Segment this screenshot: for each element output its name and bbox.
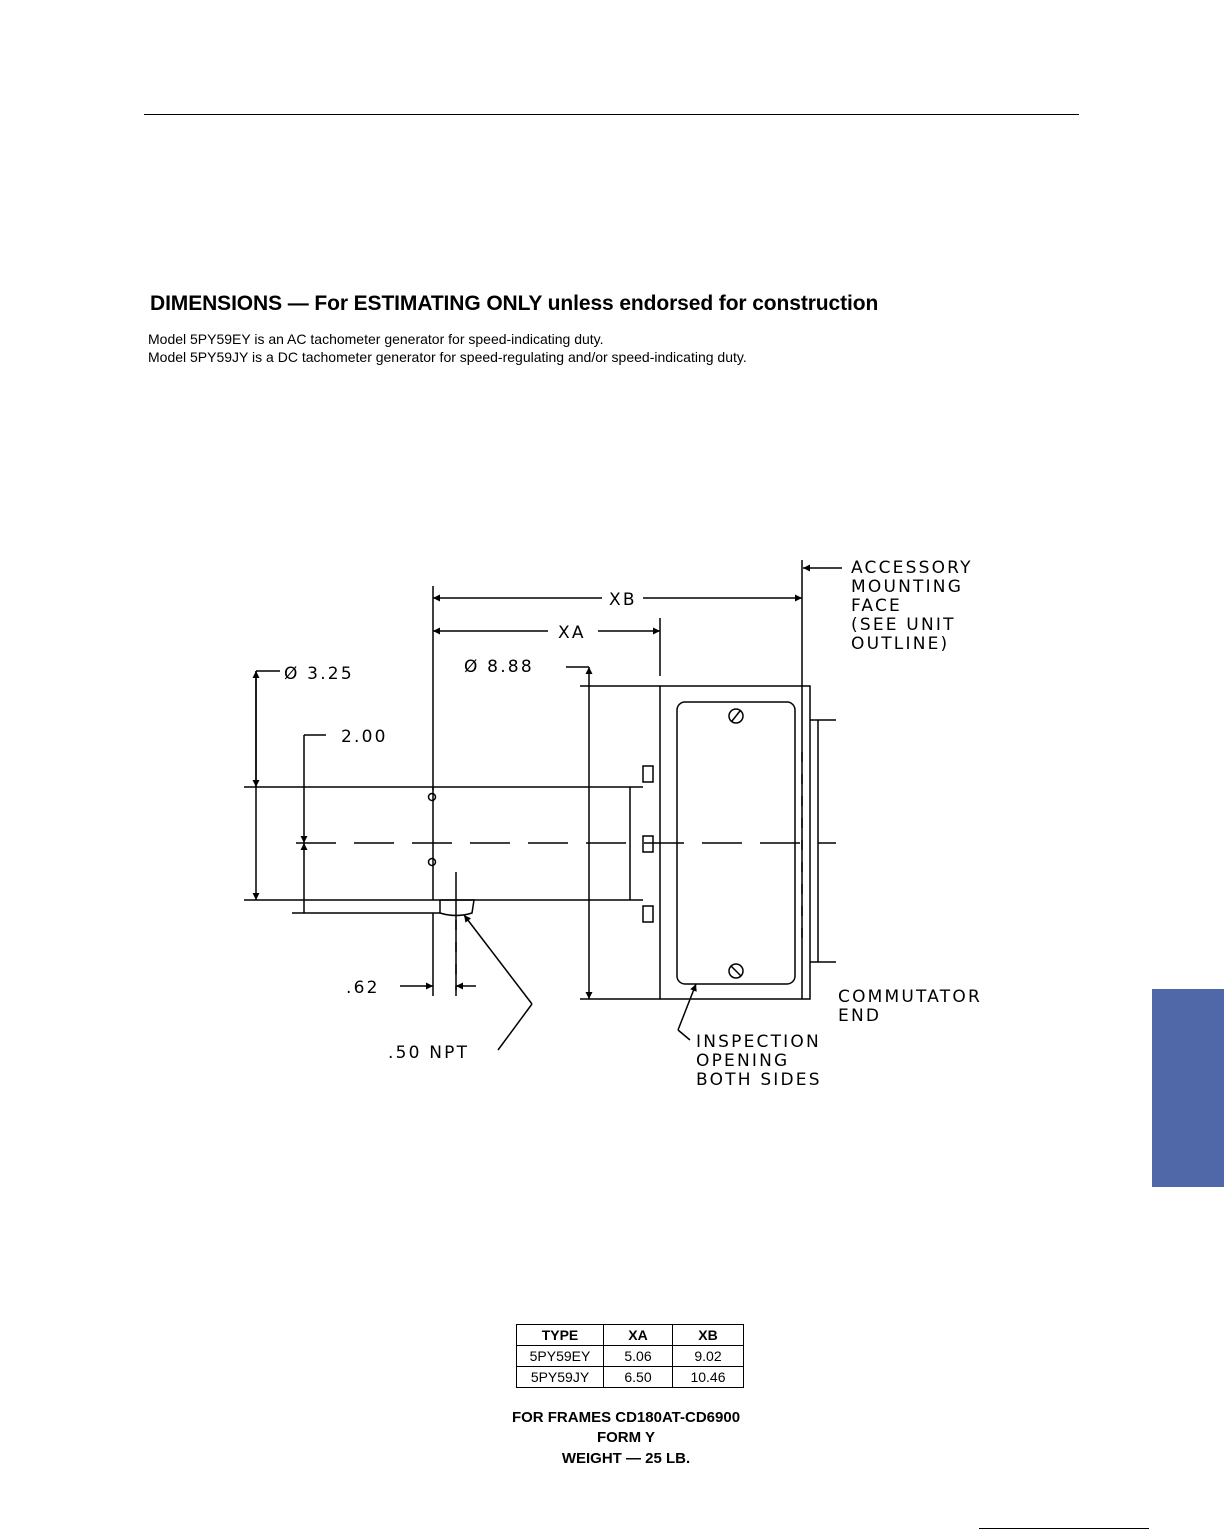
label-062: .62 bbox=[346, 978, 380, 998]
table-row bbox=[517, 1367, 744, 1388]
table-cell: 6.50 bbox=[604, 1367, 673, 1388]
footer-weight: WEIGHT — 25 LB. bbox=[561, 1450, 691, 1467]
footer-form: FORM Y bbox=[596, 1429, 656, 1446]
table-header-row bbox=[517, 1325, 744, 1346]
dimension-table bbox=[516, 1324, 744, 1388]
label-inspection-2: OPENING bbox=[696, 1051, 790, 1071]
label-xa: XA bbox=[558, 623, 586, 643]
label-inspection-1: INSPECTION bbox=[696, 1032, 821, 1052]
label-accessory-3: FACE bbox=[851, 596, 902, 616]
label-inspection-3: BOTH SIDES bbox=[696, 1070, 822, 1090]
table-header: TYPE bbox=[517, 1325, 604, 1346]
table-cell: 5PY59JY bbox=[517, 1367, 604, 1388]
table-row bbox=[517, 1346, 744, 1367]
page-heading: DIMENSIONS — For ESTIMATING ONLY unless endorsed for construction bbox=[150, 292, 879, 315]
section-tab bbox=[1152, 989, 1224, 1187]
label-xb: XB bbox=[609, 590, 637, 610]
label-accessory-5: OUTLINE) bbox=[851, 634, 950, 654]
label-dia-888: Ø 8.88 bbox=[464, 657, 534, 677]
label-npt: .50 NPT bbox=[388, 1043, 470, 1063]
table-header: XA bbox=[604, 1325, 673, 1346]
footer-frames: FOR FRAMES CD180AT-CD6900 bbox=[511, 1409, 741, 1426]
table-cell: 5PY59EY bbox=[517, 1346, 604, 1367]
dimension-drawing bbox=[0, 540, 1224, 1100]
bottom-rule bbox=[979, 1528, 1149, 1529]
label-dia-325: Ø 3.25 bbox=[284, 664, 354, 684]
description-dc-model: Model 5PY59JY is a DC tachometer generator for speed-regulating and/or speed-indicating duty. bbox=[148, 349, 747, 365]
top-rule bbox=[144, 114, 1079, 115]
label-accessory-4: (SEE UNIT bbox=[851, 615, 956, 635]
description-ac-model: Model 5PY59EY is an AC tachometer generator for speed-indicating duty. bbox=[148, 331, 604, 347]
table-cell: 10.46 bbox=[673, 1367, 744, 1388]
table-cell: 5.06 bbox=[604, 1346, 673, 1367]
table-header: XB bbox=[673, 1325, 744, 1346]
table-cell: 9.02 bbox=[673, 1346, 744, 1367]
label-commutator-1: COMMUTATOR bbox=[838, 987, 982, 1007]
label-commutator-2: END bbox=[838, 1006, 882, 1026]
label-accessory-1: ACCESSORY bbox=[851, 558, 973, 578]
label-200: 2.00 bbox=[341, 727, 388, 747]
label-accessory-2: MOUNTING bbox=[851, 577, 964, 597]
